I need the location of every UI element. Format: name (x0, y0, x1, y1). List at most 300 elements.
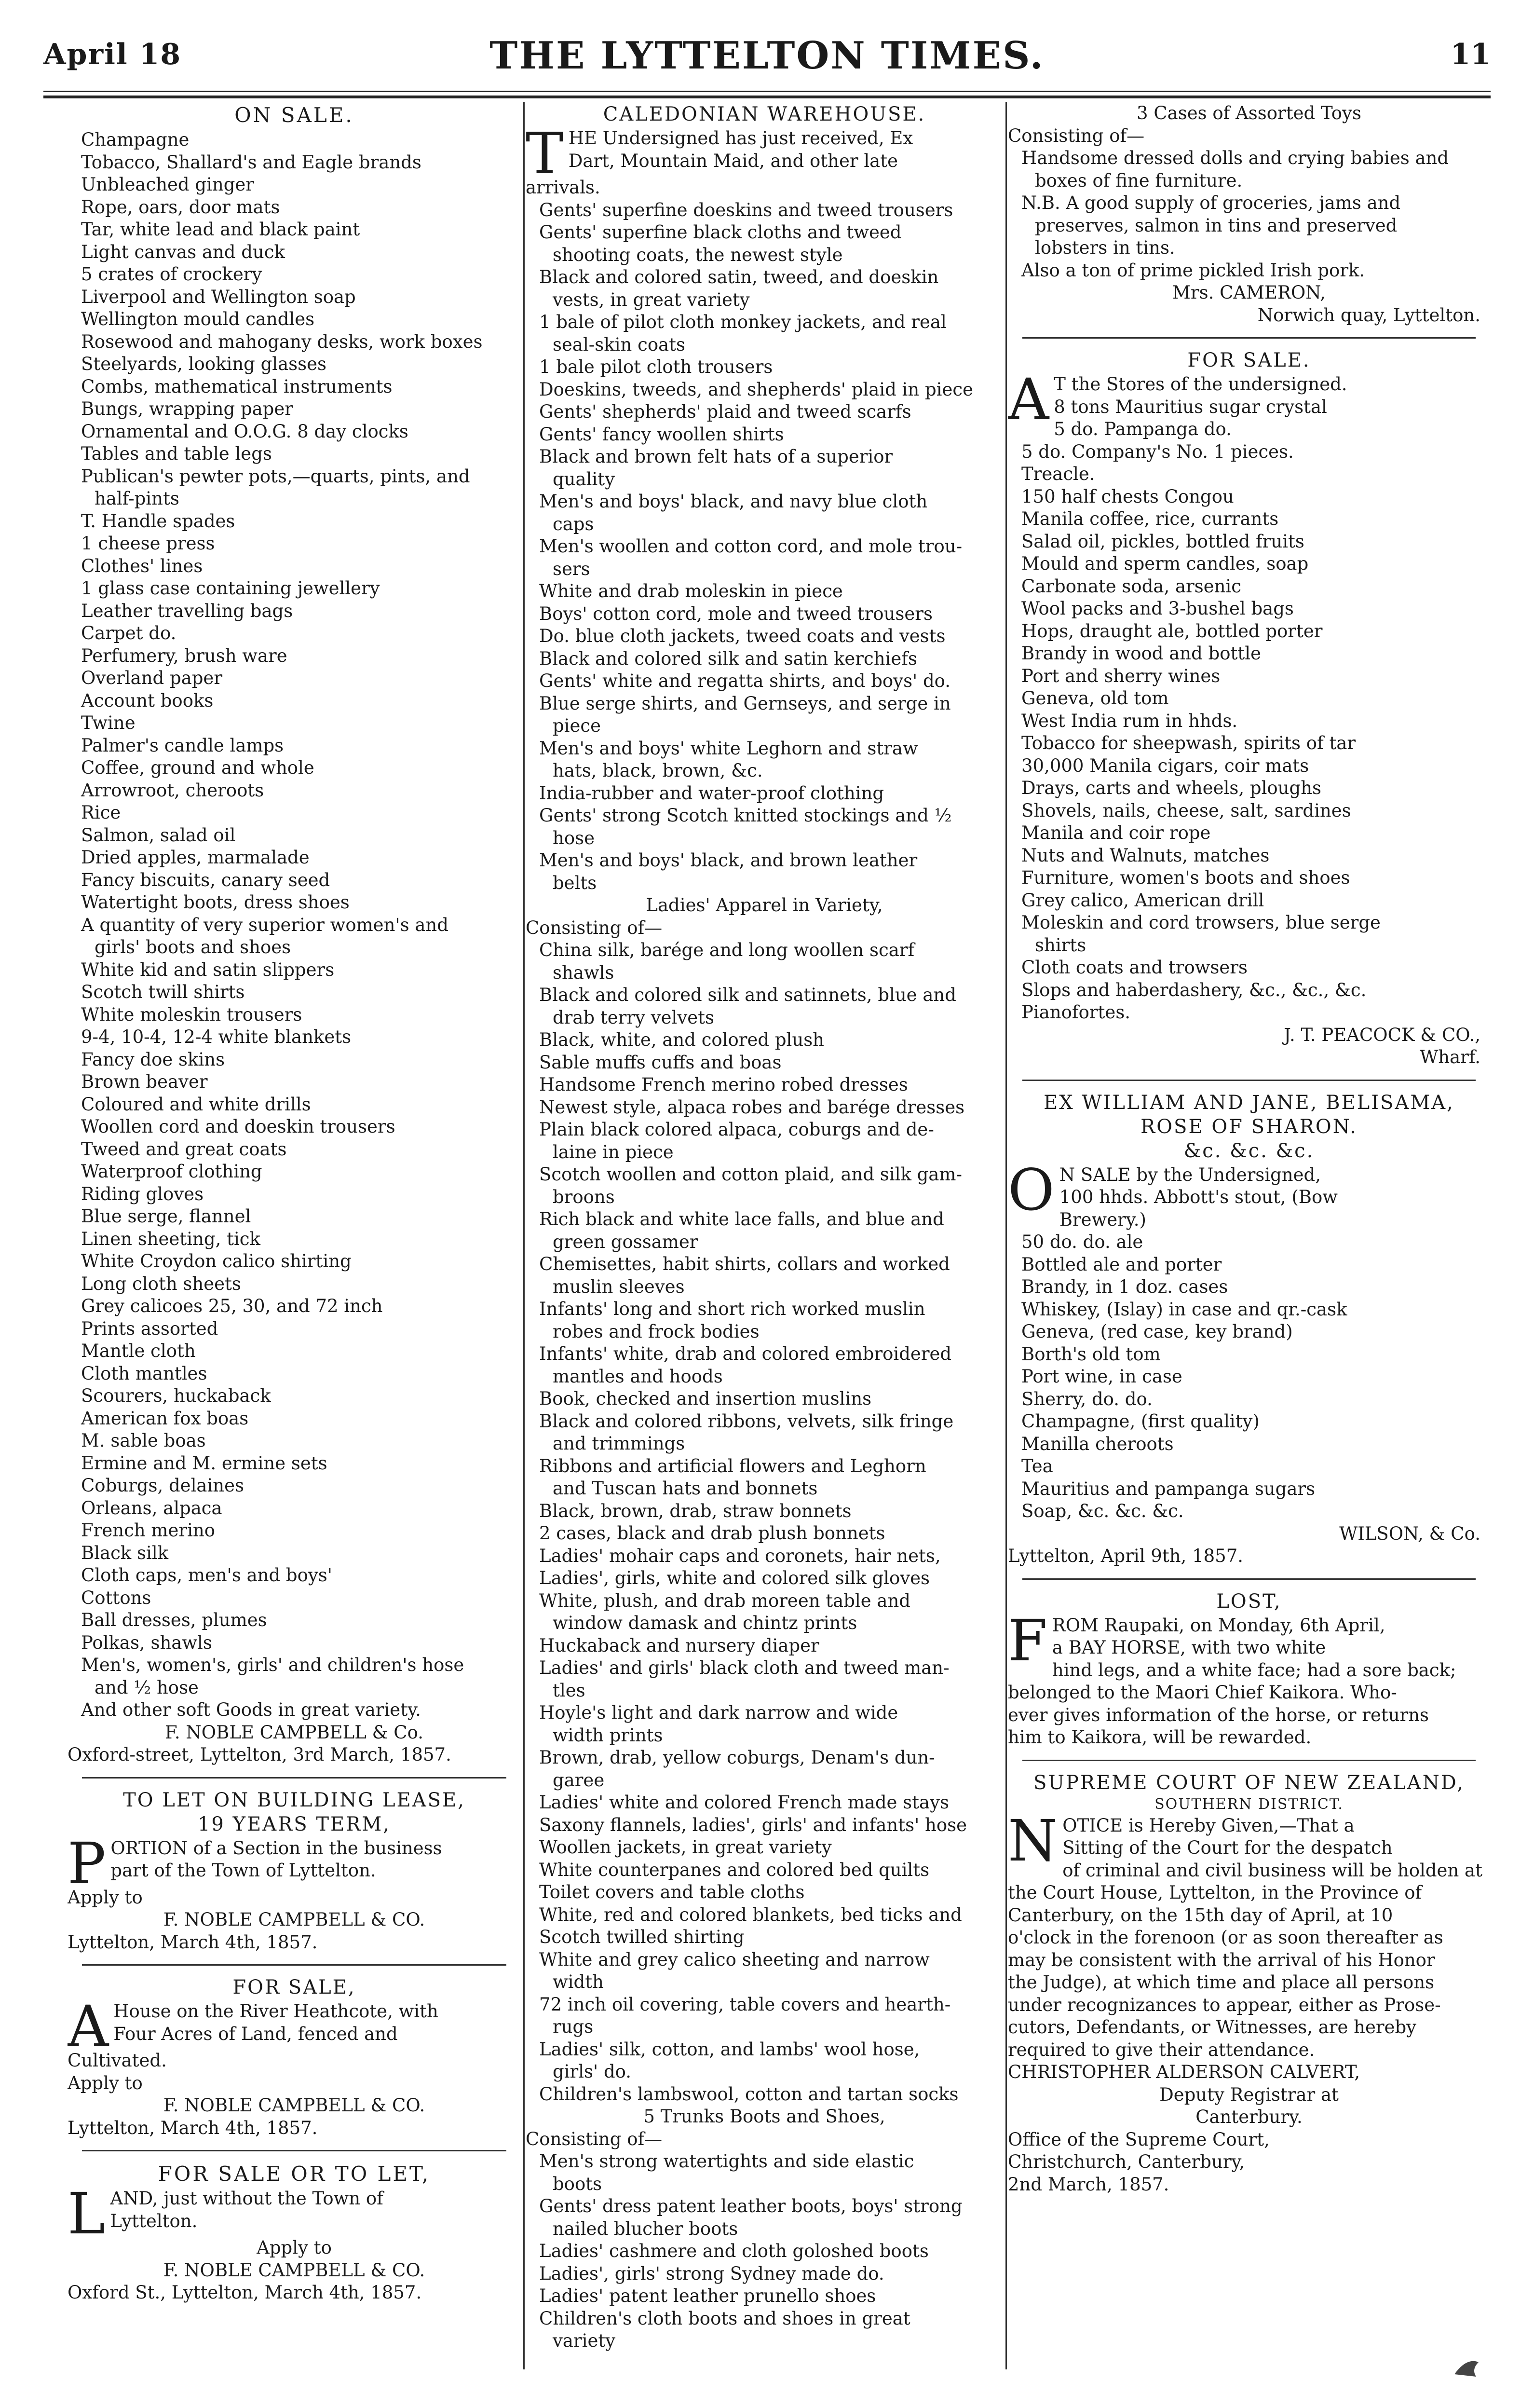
item-list (526, 2150, 1003, 2353)
ad-on-sale (68, 103, 521, 1766)
list-item: rugs (553, 2016, 594, 2037)
masthead-rule-thick (43, 96, 1491, 98)
list-item: Huckaback and nursery diaper (539, 1635, 819, 1656)
list-item: Bungs, wrapping paper (81, 398, 293, 419)
list-item: Handsome French merino robed dresses (539, 1074, 908, 1095)
ad-heading: LOST, (1216, 1590, 1282, 1613)
list-item: Christchurch, Canterbury, (1008, 2151, 1245, 2172)
column-2 (526, 102, 1003, 2389)
list-item: boxes of fine furniture. (1035, 170, 1243, 191)
list-item: 9-4, 10-4, 12-4 white blankets (81, 1026, 352, 1047)
list-item: Bottled ale and porter (1021, 1254, 1222, 1275)
list-item: and ½ hose (95, 1677, 199, 1698)
list-item: Fancy doe skins (81, 1049, 225, 1070)
ad-text: 100 hhds. Abbott's stout, (Bow (1059, 1187, 1338, 1207)
list-item: Woollen cord and doeskin trousers (81, 1116, 395, 1137)
list-item: Ornamental and O.O.G. 8 day clocks (81, 421, 408, 442)
list-item: Slops and haberdashery, &c., &c., &c. (1021, 979, 1367, 1000)
list-item: Blue serge shirts, and Gernseys, and serge in (539, 693, 951, 714)
list-item: White kid and satin slippers (81, 959, 335, 980)
list-item: Gents' fancy woollen shirts (539, 424, 784, 445)
list-item: Gents' strong Scotch knitted stockings and ½ (539, 805, 952, 826)
list-item: 1 glass case containing jewellery (81, 578, 380, 599)
list-item: American fox boas (81, 1408, 249, 1429)
ad-place-date: Lyttelton, April 9th, 1857. (1008, 1546, 1243, 1566)
list-item: Carbonate soda, arsenic (1021, 575, 1241, 597)
list-item: Coffee, ground and whole (81, 757, 314, 778)
ad-place-date: Lyttelton, March 4th, 1857. (68, 2117, 318, 2138)
list-item: Scourers, huckaback (81, 1385, 271, 1406)
list-item: Ladies', girls' strong Sydney made do. (539, 2263, 884, 2284)
list-item: Steelyards, looking glasses (81, 354, 327, 374)
list-item: Combs, mathematical instruments (81, 376, 393, 397)
list-item: Mantle cloth (81, 1341, 196, 1361)
list-item: Sherry, do. do. (1021, 1388, 1153, 1409)
list-item: Tables and table legs (81, 443, 272, 464)
list-item: 2nd March, 1857. (1008, 2174, 1169, 2195)
list-item: Tobacco, Shallard's and Eagle brands (81, 151, 421, 173)
list-item: green gossamer (553, 1231, 698, 1252)
ad-toys (1008, 102, 1490, 327)
list-item: Doeskins, tweeds, and shepherds' plaid in piece (539, 379, 974, 400)
page-number: 11 (1450, 38, 1491, 71)
drop-cap: P (68, 1830, 106, 1897)
list-item: Gents' dress patent leather boots, boys' strong (539, 2196, 963, 2216)
ad-caledonian-warehouse (526, 103, 1003, 2353)
list-item: Black and brown felt hats of a superior (539, 446, 893, 467)
list-item: Black, white, and colored plush (539, 1029, 825, 1050)
list-item: Salad oil, pickles, bottled fruits (1021, 531, 1304, 552)
drop-cap: A (1008, 366, 1049, 433)
list-item: vests, in great variety (553, 289, 750, 310)
item-list (526, 199, 1003, 895)
ad-building-lease (68, 1789, 521, 1954)
list-item: hind legs, and a white face; had a sore back; (1052, 1659, 1456, 1681)
ad-text: Consisting of— (526, 917, 663, 938)
item-list (1008, 1807, 1490, 2062)
list-item: Shovels, nails, cheese, salt, sardines (1021, 800, 1351, 821)
page-curl-icon (1452, 2355, 1481, 2379)
list-item: Twine (81, 712, 136, 733)
list-item: and Tuscan hats and bonnets (553, 1478, 818, 1499)
official-role: Deputy Registrar at (1159, 2084, 1339, 2105)
list-item: OTICE is Hereby Given,—That a (1062, 1815, 1355, 1836)
advertiser-signature: WILSON, & Co. (1339, 1523, 1480, 1544)
ad-house-for-sale (68, 1976, 521, 2139)
list-item: under recognizances to appear, either as Prose- (1008, 1994, 1441, 2015)
list-item: Mould and sperm candles, soap (1021, 553, 1309, 574)
list-item: Coloured and white drills (81, 1094, 311, 1115)
ad-subheading: 19 YEARS TERM, (197, 1813, 391, 1835)
list-item: Cloth mantles (81, 1363, 207, 1384)
list-item: Clothes' lines (81, 555, 203, 576)
list-item: drab terry velvets (553, 1007, 714, 1028)
list-item: Pianofortes. (1021, 1002, 1131, 1023)
list-item: Orleans, alpaca (81, 1497, 222, 1519)
advertiser-signature: J. T. PEACOCK & CO., (1284, 1024, 1480, 1045)
list-item: Overland paper (81, 668, 223, 688)
list-item: Rich black and white lace falls, and blue and (539, 1209, 944, 1230)
list-item: And other soft Goods in great variety. (81, 1699, 421, 1720)
list-item: broons (553, 1186, 615, 1207)
issue-date: April 18 (43, 38, 182, 71)
ad-text: Apply to (68, 1887, 143, 1908)
ad-place-date: Lyttelton, March 4th, 1857. (68, 1931, 318, 1953)
ad-separator (1022, 1080, 1476, 1081)
ad-text: arrivals. (526, 177, 600, 198)
list-item: 5 do. Company's No. 1 pieces. (1021, 441, 1294, 462)
list-item: Riding gloves (81, 1183, 204, 1204)
list-item: Chemisettes, habit shirts, collars and worked (539, 1254, 950, 1274)
ad-land (68, 2162, 521, 2304)
list-item: Men's strong watertights and side elastic (539, 2151, 914, 2172)
list-item: 2 cases, black and drab plush bonnets (539, 1523, 885, 1544)
list-item: robes and frock bodies (553, 1321, 760, 1342)
list-item: Boys' cotton cord, mole and tweed trousers (539, 603, 933, 624)
list-item: Ladies' cashmere and cloth goloshed boots (539, 2241, 929, 2261)
item-list (1008, 192, 1490, 282)
list-item: Ribbons and artificial flowers and Leghorn (539, 1455, 926, 1477)
item-list (1008, 396, 1490, 1024)
list-item: Newest style, alpaca robes and barége dresses (539, 1096, 965, 1118)
list-item: sers (553, 558, 590, 579)
list-item: Scotch twill shirts (81, 982, 245, 1002)
list-item: Gents' superfine black cloths and tweed (539, 222, 902, 243)
list-item: lobsters in tins. (1035, 237, 1175, 258)
list-item: belonged to the Maori Chief Kaikora. Who- (1008, 1682, 1397, 1703)
list-item: Mauritius and pampanga sugars (1021, 1478, 1316, 1499)
list-item: Saxony flannels, ladies', girls' and infants' hose (539, 1814, 967, 1835)
list-item: Men's and boys' black, and brown leather (539, 850, 918, 871)
list-item: Dried apples, marmalade (81, 847, 310, 868)
list-item: Sitting of the Court for the despatch (1062, 1837, 1393, 1858)
list-item: the Court House, Lyttelton, in the Province of (1008, 1882, 1422, 1903)
list-item: Blue serge, flannel (81, 1206, 251, 1227)
ad-text: Dart, Mountain Maid, and other late (568, 150, 898, 171)
list-item: Brandy, in 1 doz. cases (1021, 1276, 1228, 1297)
ad-separator (82, 2150, 506, 2151)
list-item: caps (553, 513, 594, 534)
list-item: Waterproof clothing (81, 1161, 262, 1182)
list-item: Nuts and Walnuts, matches (1021, 845, 1270, 866)
list-item: West India rum in hhds. (1021, 710, 1238, 731)
ad-heading: EX WILLIAM AND JANE, BELISAMA, (1044, 1091, 1454, 1114)
list-item: tles (553, 1680, 585, 1701)
ad-separator (1022, 1760, 1476, 1761)
ad-heading: CALEDONIAN WAREHOUSE. (603, 103, 926, 125)
list-item: width (553, 1971, 604, 1992)
advertiser-signature: F. NOBLE CAMPBELL & Co. (165, 1722, 423, 1743)
ad-place-date: Oxford St., Lyttelton, March 4th, 1857. (68, 2282, 422, 2303)
list-item: width prints (553, 1724, 663, 1746)
ad-text: 3 Cases of Assorted Toys (1137, 103, 1361, 123)
list-item: N.B. A good supply of groceries, jams and (1021, 192, 1401, 213)
list-item: cutors, Defendants, or Witnesses, are hereby (1008, 2017, 1417, 2038)
ad-text: Brewery.) (1059, 1209, 1146, 1230)
ad-separator (82, 1964, 506, 1966)
ad-separator (1022, 337, 1476, 339)
masthead-rule-thin (43, 91, 1491, 92)
list-item: Champagne (81, 129, 190, 150)
list-item: Black and colored satin, tweed, and doeskin (539, 267, 939, 287)
list-item: 1 bale pilot cloth trousers (539, 356, 773, 377)
list-item: Cottons (81, 1587, 151, 1608)
list-item: Men's, women's, girls' and children's hose (81, 1655, 464, 1675)
list-item: Office of the Supreme Court, (1008, 2129, 1270, 2150)
ad-lost-horse (1008, 1590, 1490, 1749)
list-item: Wellington mould candles (81, 309, 315, 329)
list-item: Black and colored silk and satin kerchiefs (539, 648, 917, 669)
list-item: half-pints (95, 488, 179, 509)
list-item: Cloth coats and trowsers (1021, 957, 1248, 978)
ad-heading: FOR SALE. (1187, 349, 1311, 371)
list-item: shirts (1035, 934, 1086, 956)
list-item: nailed blucher boots (553, 2218, 738, 2239)
ad-text: ORTION of a Section in the business (110, 1837, 442, 1859)
list-item: Black silk (81, 1542, 169, 1563)
list-item: Prints assorted (81, 1318, 218, 1339)
list-item: Port and sherry wines (1021, 665, 1221, 686)
list-item: girls' do. (553, 2061, 632, 2082)
list-item: Scotch woollen and cotton plaid, and silk gam- (539, 1164, 962, 1185)
list-item: Furniture, women's boots and shoes (1021, 867, 1350, 888)
ad-place-date: Oxford-street, Lyttelton, 3rd March, 1857. (68, 1744, 451, 1765)
ad-text: Four Acres of Land, fenced and (113, 2023, 398, 2044)
ad-heading: FOR SALE, (232, 1976, 356, 1998)
ad-separator (82, 1777, 506, 1779)
list-item: Ladies' patent leather prunello shoes (539, 2285, 876, 2306)
list-item: Gents' superfine doeskins and tweed trousers (539, 199, 953, 220)
list-item: girls' boots and shoes (95, 937, 291, 958)
list-item: Liverpool and Wellington soap (81, 286, 356, 307)
list-item: Men's and boys' black, and navy blue cloth (539, 491, 928, 512)
column-3 (1008, 102, 1490, 2389)
ad-separator (1022, 1578, 1476, 1580)
list-item: Ladies', girls, white and colored silk gloves (539, 1568, 930, 1588)
item-list (1008, 2129, 1490, 2196)
list-item: 5 do. Pampanga do. (1054, 419, 1232, 439)
ad-heading: FOR SALE OR TO LET, (158, 2162, 431, 2186)
list-item: French merino (81, 1520, 216, 1541)
list-item: Treacle. (1021, 464, 1095, 484)
list-item: Cloth caps, men's and boys' (81, 1565, 332, 1586)
list-item: may be consistent with the arrival of his Honor (1008, 1949, 1435, 1970)
advertiser-signature: F. NOBLE CAMPBELL & CO. (163, 1909, 425, 1930)
list-item: Arrowroot, cheroots (81, 780, 264, 801)
list-item: Gents' shepherds' plaid and tweed scarfs (539, 401, 911, 422)
drop-cap: N (1008, 1807, 1058, 1874)
ad-text: Cultivated. (68, 2050, 167, 2071)
list-item: White Croydon calico shirting (81, 1251, 352, 1272)
newspaper-title: THE LYTTELTON TIMES. (489, 34, 1045, 78)
section-heading: 5 Trunks Boots and Shoes, (643, 2106, 885, 2127)
list-item: Children's cloth boots and shoes in great (539, 2308, 910, 2329)
list-item: window damask and chintz prints (553, 1613, 857, 1633)
list-item: Children's lambswool, cotton and tartan socks (539, 2083, 959, 2105)
list-item: Plain black colored alpaca, coburgs and de- (539, 1119, 934, 1140)
advertiser-signature: F. NOBLE CAMPBELL & CO. (163, 2095, 425, 2116)
list-item: Wool packs and 3-bushel bags (1021, 598, 1294, 619)
list-item: Watertight boots, dress shoes (81, 892, 350, 913)
list-item: 5 crates of crockery (81, 264, 262, 285)
list-item: Manila and coir rope (1021, 822, 1211, 843)
list-item: Leather travelling bags (81, 600, 293, 621)
list-item: 8 tons Mauritius sugar crystal (1054, 396, 1327, 417)
list-item: Fancy biscuits, canary seed (81, 869, 330, 890)
item-list (68, 129, 521, 1722)
list-item: Palmer's candle lamps (81, 735, 284, 756)
list-item: Light canvas and duck (81, 241, 285, 262)
list-item: White, red and colored blankets, bed ticks and (539, 1904, 962, 1925)
list-item: Ladies' silk, cotton, and lambs' wool hose, (539, 2039, 920, 2060)
list-item: 1 bale of pilot cloth monkey jackets, and real (539, 312, 947, 332)
list-item: Moleskin and cord trowsers, blue serge (1021, 912, 1381, 933)
ad-heading: ON SALE. (234, 103, 354, 127)
list-item: Long cloth sheets (81, 1273, 241, 1294)
ad-supreme-court (1008, 1772, 1490, 2196)
list-item: Whiskey, (Islay) in case and qr.-cask (1021, 1299, 1347, 1320)
list-item: Scotch twilled shirting (539, 1927, 745, 1947)
list-item: Ladies' white and colored French made stays (539, 1792, 949, 1813)
list-item: and trimmings (553, 1433, 685, 1454)
list-item: Rosewood and mahogany desks, work boxes (81, 331, 483, 352)
ad-subheading: SOUTHERN DISTRICT. (1154, 1795, 1344, 1813)
list-item: seal-skin coats (553, 334, 686, 355)
list-item: Ball dresses, plumes (81, 1610, 267, 1630)
column-rule-2 (1005, 102, 1007, 2369)
ad-text: AND, just without the Town of (110, 2188, 383, 2209)
drop-cap: O (1008, 1156, 1055, 1223)
list-item: A quantity of very superior women's and (81, 914, 448, 935)
ad-place-date: Norwich quay, Lyttelton. (1257, 304, 1480, 326)
list-item: piece (553, 715, 601, 736)
list-item: boots (553, 2173, 602, 2194)
list-item: ROM Raupaki, on Monday, 6th April, (1052, 1614, 1385, 1636)
list-item: White and grey calico sheeting and narrow (539, 1949, 930, 1970)
column-1 (68, 102, 521, 2389)
list-item: 72 inch oil covering, table covers and hearth- (539, 1994, 951, 2015)
ad-text: HE Undersigned has just received, Ex (568, 128, 913, 149)
drop-cap: F (1008, 1607, 1047, 1674)
list-item: ever gives information of the horse, or returns (1008, 1704, 1429, 1725)
list-item: the Judge), at which time and place all persons (1008, 1972, 1435, 1993)
list-item: Geneva, (red case, key brand) (1021, 1321, 1293, 1342)
ad-subheading: &c. &c. &c. (1183, 1139, 1315, 1162)
list-item: Hops, draught ale, bottled porter (1021, 620, 1323, 642)
list-item: Brown beaver (81, 1071, 208, 1092)
list-item: Black and colored silk and satinnets, blue and (539, 985, 956, 1005)
ad-text: N SALE by the Undersigned, (1059, 1164, 1321, 1185)
list-item: garee (553, 1769, 605, 1791)
drop-cap: A (68, 1993, 109, 2060)
official-role: Canterbury. (1195, 2107, 1303, 2127)
ad-text: Apply to (68, 2072, 143, 2093)
list-item: shooting coats, the newest style (553, 244, 843, 265)
list-item: Borth's old tom (1021, 1343, 1161, 1365)
list-item: Infants' long and short rich worked muslin (539, 1299, 925, 1319)
list-item: Black and colored ribbons, velvets, silk fringe (539, 1410, 954, 1432)
list-item: laine in piece (553, 1141, 674, 1163)
list-item: 1 cheese press (81, 533, 215, 554)
list-item: Champagne, (first quality) (1021, 1411, 1260, 1432)
list-item: Grey calico, American drill (1021, 889, 1264, 911)
ad-text: Consisting of— (1008, 125, 1145, 146)
list-item: Perfumery, brush ware (81, 645, 287, 666)
list-item: Manilla cheroots (1021, 1433, 1174, 1454)
list-item: Tweed and great coats (81, 1138, 287, 1160)
item-list (1008, 147, 1490, 192)
list-item: Unbleached ginger (81, 174, 254, 195)
ad-heading: SUPREME COURT OF NEW ZEALAND, (1033, 1771, 1465, 1794)
list-item: White, plush, and drab moreen table and (539, 1590, 910, 1611)
list-item: Carpet do. (81, 623, 176, 643)
list-item: Gents' white and regatta shirts, and boys' do. (539, 670, 951, 691)
ad-text: House on the River Heathcote, with (113, 2001, 438, 2022)
drop-cap: L (68, 2180, 106, 2247)
list-item: China silk, barége and long woollen scarf (539, 940, 915, 960)
advertiser-signature: Mrs. CAMERON, (1172, 282, 1326, 303)
list-item: shawls (553, 962, 614, 983)
list-item: Tar, white lead and black paint (81, 219, 360, 240)
list-item: 150 half chests Congou (1021, 486, 1234, 507)
list-item: Toilet covers and table cloths (539, 1882, 805, 1902)
list-item: required to give their attendance. (1008, 2039, 1315, 2060)
list-item: Drays, carts and wheels, ploughs (1021, 778, 1322, 798)
item-list (1008, 1607, 1490, 1749)
advertiser-signature: F. NOBLE CAMPBELL & CO. (163, 2259, 425, 2281)
list-item: muslin sleeves (553, 1276, 685, 1297)
list-item: quality (553, 468, 615, 490)
official-signature: CHRISTOPHER ALDERSON CALVERT, (1008, 2062, 1360, 2082)
ad-text: Consisting of— (526, 2128, 663, 2149)
list-item: India-rubber and water-proof clothing (539, 782, 884, 804)
list-item: of criminal and civil business will be holden at (1062, 1860, 1482, 1881)
list-item: Soap, &c. &c. &c. (1021, 1501, 1184, 1521)
list-item: Tea (1021, 1456, 1053, 1477)
list-item: Tobacco for sheepwash, spirits of tar (1021, 733, 1356, 753)
list-item: White counterpanes and colored bed quilts (539, 1859, 930, 1880)
list-item: Men's woollen and cotton cord, and mole trou- (539, 536, 963, 557)
list-item: White moleskin trousers (81, 1004, 302, 1025)
list-item: Men's and boys' white Leghorn and straw (539, 738, 918, 759)
list-item: Geneva, old tom (1021, 688, 1169, 709)
list-item: hose (553, 827, 595, 848)
list-item: Also a ton of prime pickled Irish pork. (1021, 260, 1365, 281)
list-item: Rice (81, 802, 121, 823)
ad-text: T the Stores of the undersigned. (1054, 374, 1347, 395)
ad-subheading: ROSE OF SHARON. (1140, 1115, 1358, 1138)
list-item: belts (553, 872, 597, 893)
list-item: Port wine, in case (1021, 1366, 1182, 1387)
list-item: Do. blue cloth jackets, tweed coats and vests (539, 626, 946, 646)
masthead (43, 34, 1491, 77)
list-item: Infants' white, drab and colored embroidered (539, 1343, 952, 1364)
list-item: Manila coffee, rice, currants (1021, 508, 1279, 529)
ad-place-date: Wharf. (1420, 1047, 1480, 1067)
ad-text: Lyttelton. (110, 2210, 198, 2231)
drop-cap: T (526, 120, 564, 187)
list-item: Brown, drab, yellow coburgs, Denam's dun- (539, 1747, 935, 1768)
list-item: M. sable boas (81, 1430, 206, 1451)
section-heading: Ladies' Apparel in Variety, (646, 895, 883, 916)
column-rule-1 (523, 102, 525, 2369)
item-list (526, 939, 1003, 2106)
ad-heading: TO LET ON BUILDING LEASE, (123, 1789, 465, 1811)
list-item: 30,000 Manila cigars, coir mats (1021, 755, 1309, 776)
list-item: Ladies' mohair caps and coronets, hair nets, (539, 1545, 941, 1566)
list-item: Ermine and M. ermine sets (81, 1452, 327, 1474)
list-item: Handsome dressed dolls and crying babies and (1021, 148, 1449, 168)
